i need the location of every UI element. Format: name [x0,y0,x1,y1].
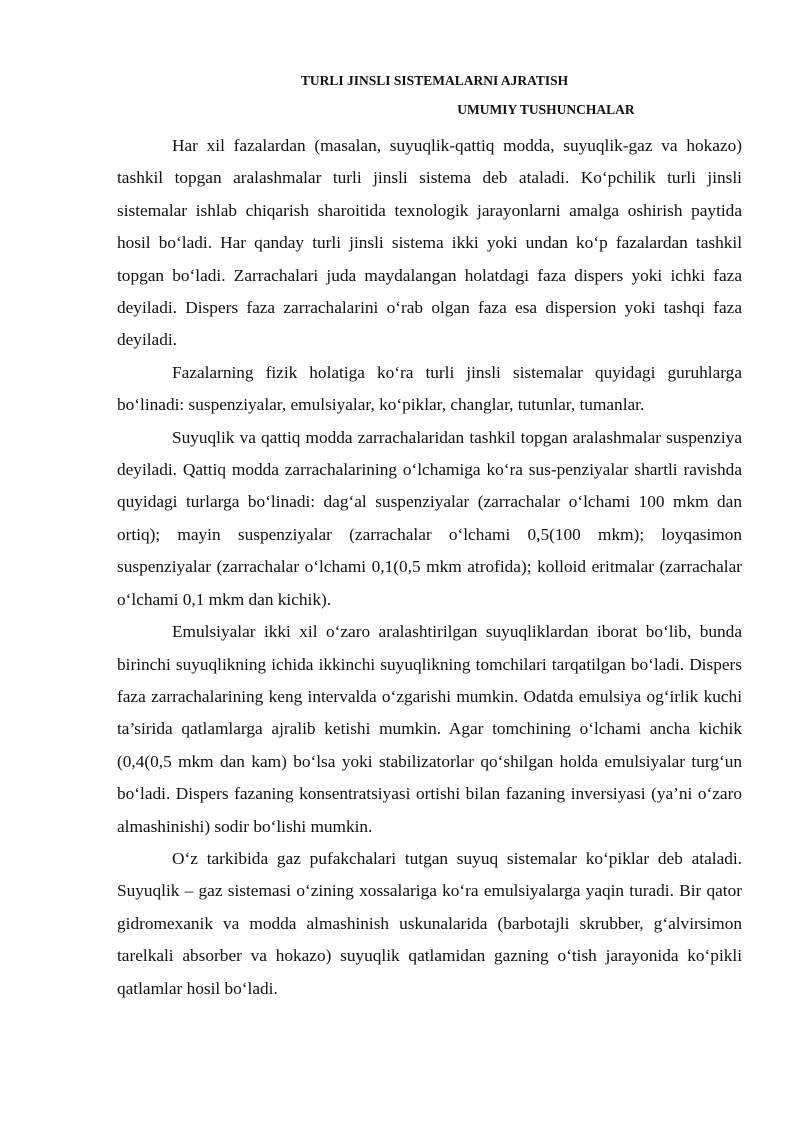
paragraph: Suyuqlik va qattiq modda zarrachalaridan tashkil topgan aralashmalar suspenziya deyiladi. Qattiq modda zarrachalarining o‘lchamiga ko‘ra sus-penziyalar shartli ravishda quyidagi turlarga bo‘linadi: dag‘al suspenziyalar (zarrachalar o‘lchami 100 mkm dan ortiq); mayin suspenziyalar (zarrachalar o‘lchami 0,5(100 mkm); loyqasimon suspenziyalar (zarrachalar o‘lchami 0,1(0,5 mkm atrofida); kolloid eritmalar (zarrachalar o‘lchami 0,1 mkm dan kichik). [117,427,742,609]
paragraph: Emulsiyalar ikki xil o‘zaro aralashtirilgan suyuqliklardan iborat bo‘lib, bunda birinchi suyuqlikning ichida ikkinchi suyuqlikning tomchilari tarqatilgan bo‘ladi. Dispers faza zarrachalarining keng intervalda o‘zgarishi mumkin. Odatda emulsiya og‘irlik kuchi ta’sirida qatlamlarga ajralib ketishi mumkin. Agar tomchining o‘lchami ancha kichik (0,4(0,5 mkm dan kam) bo‘lsa yoki stabilizatorlar qo‘shilgan holda emulsiyalar turg‘un bo‘ladi. Dispers fazaning konsentratsiyasi ortishi bilan fazaning inversiyasi (ya’ni o‘zaro almashinishi) sodir bo‘lishi mumkin. [117,622,742,836]
document-body [117,130,742,1005]
paragraph: O‘z tarkibida gaz pufakchalari tutgan suyuq sistemalar ko‘piklar deb ataladi. Suyuqlik – gaz sistemasi o‘zining xossalariga ko‘ra emulsiyalarga yaqin turadi. Bir qator gidromexanik va modda almashinish uskunalarida (barbotajli skrubber, g‘alvirsimon tarelkali absorber va hokazo) suyuqlik qatlamidan gazning o‘tish jarayonida ko‘pikli qatlamlar hosil bo‘ladi. [117,848,742,998]
paragraph: Fazalarning fizik holatiga ko‘ra turli jinsli sistemalar quyidagi guruhlarga bo‘linadi: suspenziyalar, emulsiyalar, ko‘piklar, changlar, tutunlar, tumanlar. [117,362,742,415]
document-title: TURLI JINSLI SISTEMALARNI AJRATISH [300,73,569,88]
paragraph: Har xil fazalardan (masalan, suyuqlik-qattiq modda, suyuqlik-gaz va hokazo) tashkil topgan aralashmalar turli jinsli sistema deb ataladi. Ko‘pchilik turli jinsli sistemalar ishlab chiqarish sharoitida texnologik jarayonlarni amalga oshirish paytida hosil bo‘ladi. Har qanday turli jinsli sistema ikki yoki undan ko‘p fazalardan tashkil topgan bo‘ladi. Zarrachalari juda maydalangan holatdagi faza dispers yoki ichki faza deyiladi. Dispers faza zarrachalarini o‘rab olgan faza esa dispersion yoki tashqi faza deyiladi. [117,136,742,350]
document-subtitle: UMUMIY TUSHUNCHALAR [457,102,635,117]
document-page [117,72,742,1005]
